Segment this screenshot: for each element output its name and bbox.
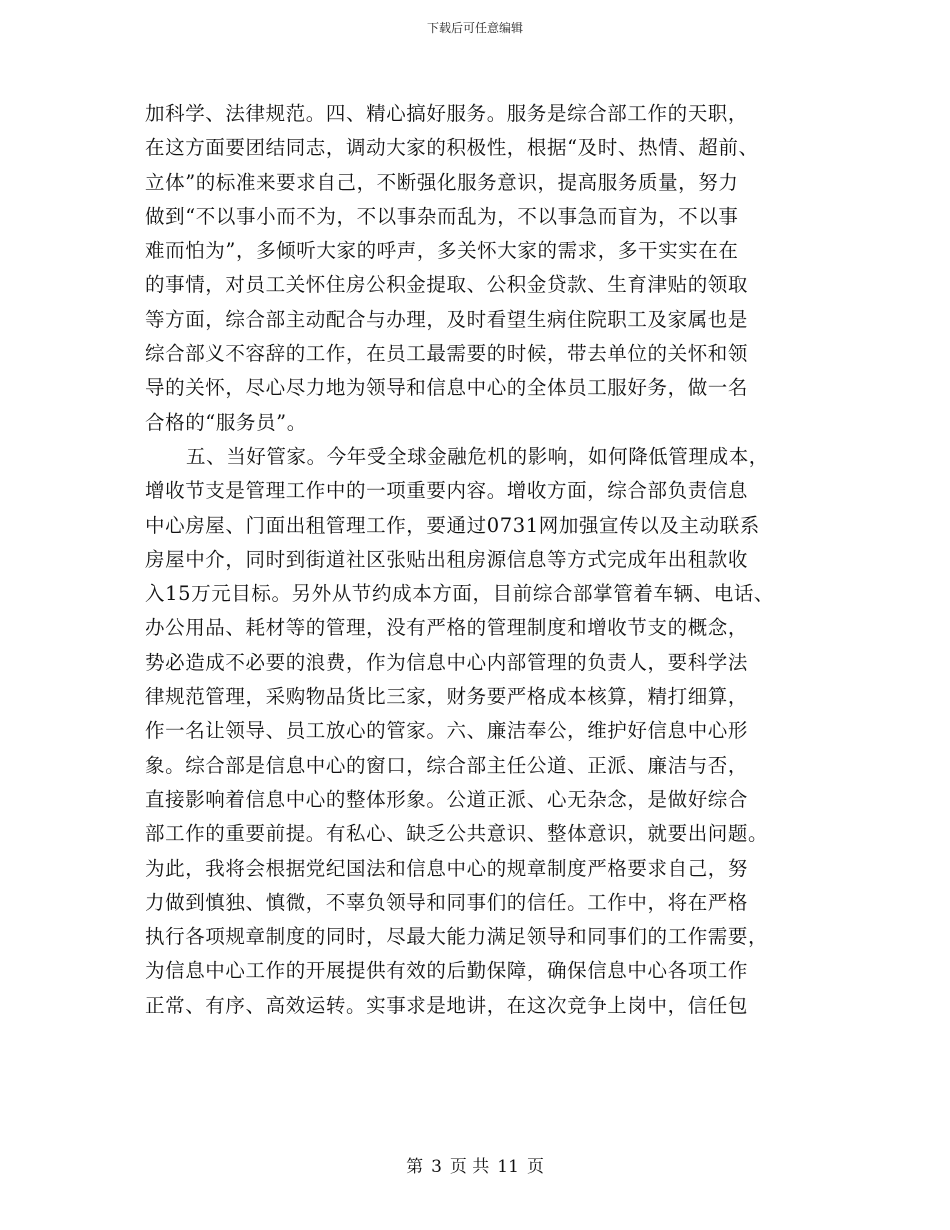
- text-line: 合格的“服务员”。: [145, 410, 307, 434]
- text-line: 房屋中介，同时到街道社区张贴出租房源信息等方式完成年出租款收: [145, 547, 749, 571]
- text-line: 加科学、法律规范。四、精心搞好服务。服务是综合部工作的天职，: [145, 102, 749, 125]
- footer-prefix: 第: [406, 1157, 424, 1177]
- text-line: 势必造成不必要的浪费，作为信息中心内部管理的负责人，要科学法: [145, 650, 749, 674]
- text-line: 律规范管理，采购物品货比三家，财务要严格成本核算，精打细算，: [145, 685, 749, 709]
- text-line: 增收节支是管理工作中的一项重要内容。增收方面，综合部负责信息: [145, 479, 749, 503]
- document-body: [145, 97, 825, 1023]
- footer-middle: 页 共: [449, 1157, 490, 1177]
- text-line: 难而怕为”，多倾听大家的呼声，多关怀大家的需求，多干实实在在: [145, 239, 739, 263]
- text-line: 作一名让领导、员工放心的管家。六、廉洁奉公，维护好信息中心形: [145, 719, 749, 743]
- text-line: 中心房屋、门面出租管理工作，要通过0731网加强宣传以及主动联系: [145, 513, 760, 537]
- footer-suffix: 页: [526, 1157, 544, 1177]
- text-line: 正常、有序、高效运转。实事求是地讲，在这次竞争上岗中，信任包: [145, 993, 749, 1017]
- text-line: 立体”的标准来要求自己，不断强化服务意识，提高服务质量，努力: [145, 170, 739, 194]
- text-line: 的事情，对员工关怀住房公积金提取、公积金贷款、生育津贴的领取: [145, 273, 749, 297]
- text-line: 为此，我将会根据党纪国法和信息中心的规章制度严格要求自己，努: [145, 856, 749, 880]
- text-line: 执行各项规章制度的同时，尽最大能力满足领导和同事们的工作需要，: [145, 925, 769, 949]
- text-line: 办公用品、耗材等的管理，没有严格的管理制度和增收节支的概念，: [145, 616, 749, 640]
- text-line: 导的关怀，尽心尽力地为领导和信息中心的全体员工服好务，做一名: [145, 376, 749, 400]
- text-line: 力做到慎独、慎微，不辜负领导和同事们的信任。工作中，将在严格: [145, 890, 749, 914]
- text-line: 做到“不以事小而不为，不以事杂而乱为，不以事急而盲为，不以事: [145, 204, 739, 228]
- text-line: 直接影响着信息中心的整体形象。公道正派、心无杂念，是做好综合: [145, 787, 749, 811]
- total-page-count: 11: [497, 1157, 519, 1177]
- text-line: 部工作的重要前提。有私心、缺乏公共意识、整体意识，就要出问题。: [145, 822, 769, 846]
- text-line: 在这方面要团结同志，调动大家的积极性，根据“及时、热情、超前、: [145, 136, 759, 160]
- current-page-number: 3: [431, 1157, 442, 1177]
- paragraph-start-line: 五、当好管家。今年受全球金融危机的影响，如何降低管理成本，: [186, 444, 769, 468]
- text-line: 为信息中心工作的开展提供有效的后勤保障，确保信息中心各项工作: [145, 959, 749, 983]
- text-line: 入15万元目标。另外从节约成本方面，目前综合部掌管着车辆、电话、: [145, 582, 775, 606]
- page-header: 下载后可任意编辑: [426, 21, 523, 35]
- text-line: 象。综合部是信息中心的窗口，综合部主任公道、正派、廉洁与否，: [145, 753, 749, 777]
- text-line: 等方面，综合部主动配合与办理，及时看望生病住院职工及家属也是: [145, 307, 749, 331]
- text-line: 综合部义不容辞的工作，在员工最需要的时候，带去单位的关怀和领: [145, 342, 749, 366]
- page-footer: [0, 1156, 950, 1178]
